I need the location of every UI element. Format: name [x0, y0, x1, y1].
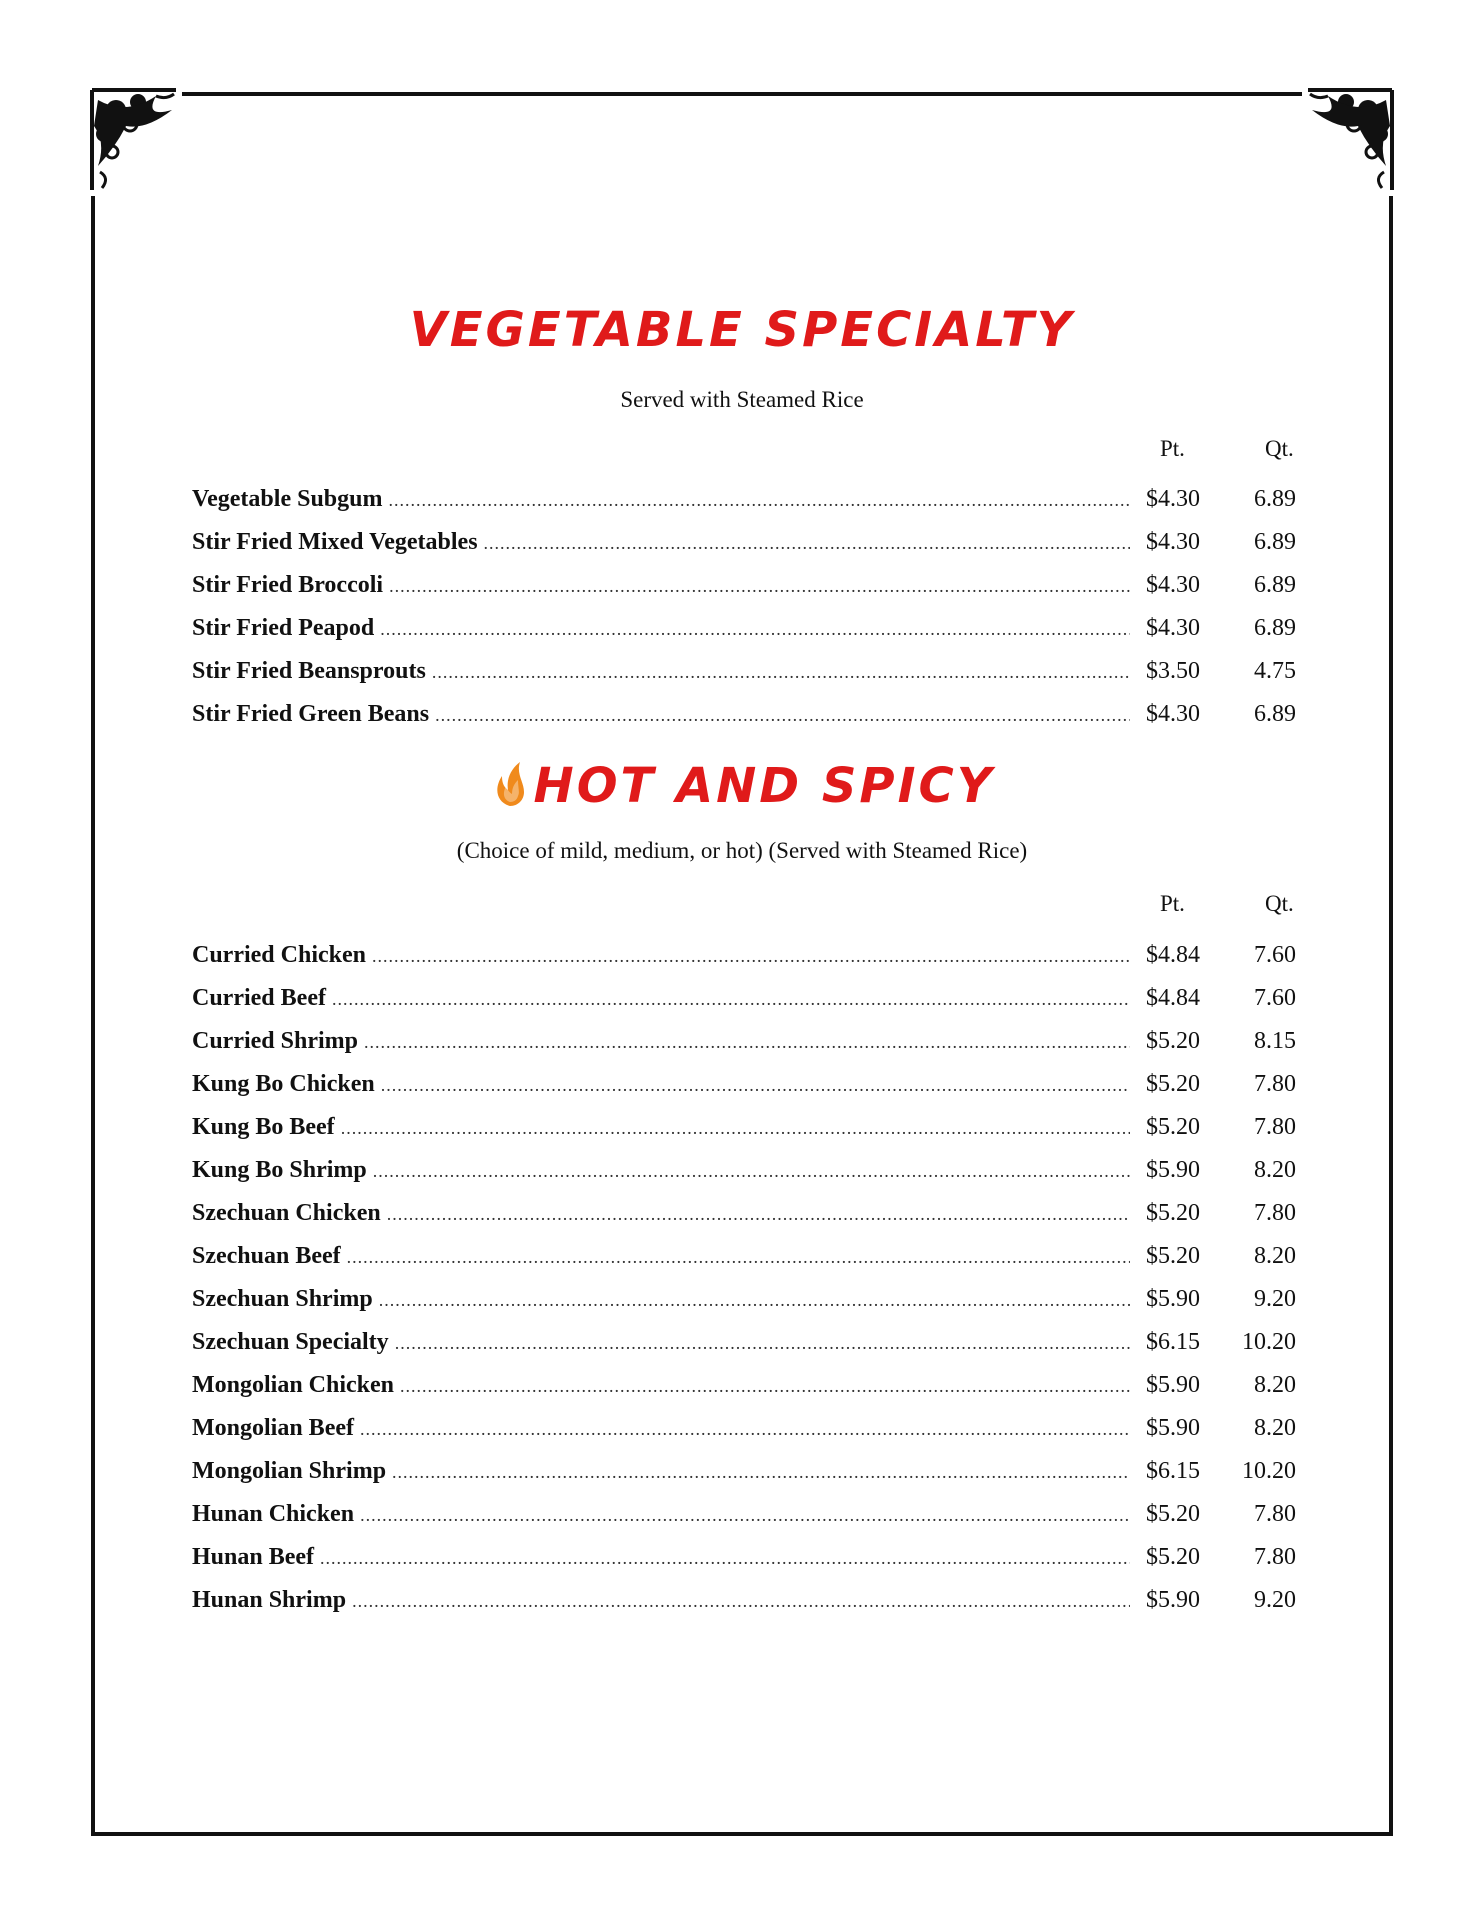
hot-spicy-title-text: HOT AND SPICY: [533, 758, 995, 814]
vegetable-menu-list: [192, 486, 1296, 744]
quart-price: 4.75: [1254, 658, 1296, 684]
menu-item-row: [192, 572, 1296, 615]
menu-item-name: Vegetable Subgum: [192, 486, 383, 512]
menu-item-row: [192, 529, 1296, 572]
dot-leader: [352, 1591, 1130, 1612]
dot-leader: [435, 705, 1130, 726]
menu-item-name: Curried Beef: [192, 985, 326, 1011]
dot-leader: [432, 662, 1130, 683]
menu-item-row: [192, 1501, 1296, 1544]
menu-item-row: [192, 1415, 1296, 1458]
pint-price: $5.90: [1146, 1587, 1200, 1613]
quart-price: 7.80: [1254, 1501, 1296, 1527]
quart-price: 6.89: [1254, 486, 1296, 512]
menu-item-name: Hunan Beef: [192, 1544, 315, 1570]
quart-price: 7.60: [1254, 985, 1296, 1011]
hot-spicy-section-subtitle: (Choice of mild, medium, or hot) (Served with Steamed Rice): [456, 838, 1028, 863]
dot-leader: [392, 1462, 1130, 1483]
dot-leader: [381, 1075, 1130, 1096]
menu-item-row: [192, 1587, 1296, 1630]
menu-item-row: [192, 658, 1296, 701]
menu-item-row: [192, 1458, 1296, 1501]
quart-price: 10.20: [1242, 1458, 1296, 1484]
vegetable-section-subtitle: Served with Steamed Rice: [620, 387, 864, 412]
menu-item-row: [192, 1200, 1296, 1243]
flame-icon: [490, 760, 530, 808]
dot-leader: [360, 1419, 1130, 1440]
menu-item-row: [192, 615, 1296, 658]
pint-price: $5.90: [1146, 1415, 1200, 1441]
quart-price: 8.15: [1254, 1028, 1296, 1054]
quart-price: 8.20: [1254, 1157, 1296, 1183]
pint-price: $5.90: [1146, 1157, 1200, 1183]
menu-item-row: [192, 1157, 1296, 1200]
vegetable-section-title: VEGETABLE SPECIALTY: [409, 302, 1075, 358]
quart-price: 6.89: [1254, 615, 1296, 641]
menu-item-name: Kung Bo Chicken: [192, 1071, 375, 1097]
menu-item-name: Mongolian Shrimp: [192, 1458, 387, 1484]
quart-price: 6.89: [1254, 572, 1296, 598]
dot-leader: [360, 1505, 1130, 1526]
pint-price: $5.20: [1146, 1071, 1200, 1097]
dot-leader: [400, 1376, 1130, 1397]
quart-price: 7.80: [1254, 1200, 1296, 1226]
pint-price: $4.30: [1146, 701, 1200, 727]
menu-item-row: [192, 1329, 1296, 1372]
menu-item-name: Curried Chicken: [192, 942, 366, 968]
pint-price: $5.20: [1146, 1114, 1200, 1140]
quart-price: 9.20: [1254, 1587, 1296, 1613]
quart-price: 7.80: [1254, 1071, 1296, 1097]
menu-item-name: Mongolian Beef: [192, 1415, 354, 1441]
floral-corner-ornament-icon: [86, 86, 182, 196]
menu-item-name: Stir Fried Peapod: [192, 615, 375, 641]
menu-item-row: [192, 1243, 1296, 1286]
dot-leader: [484, 533, 1130, 554]
menu-item-name: Stir Fried Green Beans: [192, 701, 430, 727]
dot-leader: [373, 1161, 1130, 1182]
hot-spicy-section-title: [0, 758, 1484, 814]
menu-item-name: Szechuan Specialty: [192, 1329, 389, 1355]
dot-leader: [387, 1204, 1130, 1225]
dot-leader: [364, 1032, 1130, 1053]
pint-price: $4.30: [1146, 615, 1200, 641]
dot-leader: [372, 946, 1130, 967]
pint-price: $5.20: [1146, 1243, 1200, 1269]
menu-item-row: [192, 1544, 1296, 1587]
hot-spicy-menu-list: [192, 942, 1296, 1630]
pint-price: $4.84: [1146, 985, 1200, 1011]
pint-price: $3.50: [1146, 658, 1200, 684]
quart-column-header: Qt.: [1265, 436, 1294, 461]
quart-price: 8.20: [1254, 1372, 1296, 1398]
quart-price: 7.80: [1254, 1544, 1296, 1570]
menu-item-name: Szechuan Beef: [192, 1243, 341, 1269]
menu-item-name: Stir Fried Broccoli: [192, 572, 384, 598]
pint-column-header: Pt.: [1160, 891, 1185, 916]
pint-price: $5.90: [1146, 1286, 1200, 1312]
dot-leader: [380, 619, 1130, 640]
menu-item-name: Curried Shrimp: [192, 1028, 359, 1054]
menu-item-name: Kung Bo Beef: [192, 1114, 335, 1140]
menu-item-row: [192, 1114, 1296, 1157]
pint-price: $5.90: [1146, 1372, 1200, 1398]
pint-price: $6.15: [1146, 1458, 1200, 1484]
pint-price: $6.15: [1146, 1329, 1200, 1355]
quart-price: 8.20: [1254, 1415, 1296, 1441]
menu-item-row: [192, 1071, 1296, 1114]
floral-corner-ornament-icon: [1302, 86, 1398, 196]
menu-item-name: Stir Fried Beansprouts: [192, 658, 426, 684]
menu-item-name: Hunan Shrimp: [192, 1587, 347, 1613]
dot-leader: [388, 490, 1130, 511]
menu-item-row: [192, 486, 1296, 529]
dot-leader: [389, 576, 1130, 597]
dot-leader: [341, 1118, 1130, 1139]
menu-item-name: Stir Fried Mixed Vegetables: [192, 529, 478, 555]
pint-price: $4.30: [1146, 529, 1200, 555]
menu-item-name: Kung Bo Shrimp: [192, 1157, 367, 1183]
pint-price: $4.30: [1146, 572, 1200, 598]
quart-column-header: Qt.: [1265, 891, 1294, 916]
menu-item-row: [192, 1028, 1296, 1071]
quart-price: 9.20: [1254, 1286, 1296, 1312]
pint-price: $4.84: [1146, 942, 1200, 968]
pint-column-header: Pt.: [1160, 436, 1185, 461]
pint-price: $5.20: [1146, 1200, 1200, 1226]
pint-price: $5.20: [1146, 1028, 1200, 1054]
pint-price: $4.30: [1146, 486, 1200, 512]
quart-price: 8.20: [1254, 1243, 1296, 1269]
menu-item-name: Hunan Chicken: [192, 1501, 355, 1527]
dot-leader: [395, 1333, 1130, 1354]
menu-item-row: [192, 942, 1296, 985]
pint-price: $5.20: [1146, 1544, 1200, 1570]
dot-leader: [347, 1247, 1130, 1268]
dot-leader: [320, 1548, 1130, 1569]
dot-leader: [379, 1290, 1130, 1311]
quart-price: 7.80: [1254, 1114, 1296, 1140]
menu-item-row: [192, 1372, 1296, 1415]
menu-item-row: [192, 1286, 1296, 1329]
menu-item-row: [192, 701, 1296, 744]
quart-price: 6.89: [1254, 529, 1296, 555]
menu-item-row: [192, 985, 1296, 1028]
quart-price: 6.89: [1254, 701, 1296, 727]
quart-price: 7.60: [1254, 942, 1296, 968]
quart-price: 10.20: [1242, 1329, 1296, 1355]
menu-item-name: Szechuan Chicken: [192, 1200, 381, 1226]
dot-leader: [332, 989, 1130, 1010]
pint-price: $5.20: [1146, 1501, 1200, 1527]
menu-item-name: Szechuan Shrimp: [192, 1286, 373, 1312]
menu-item-name: Mongolian Chicken: [192, 1372, 395, 1398]
